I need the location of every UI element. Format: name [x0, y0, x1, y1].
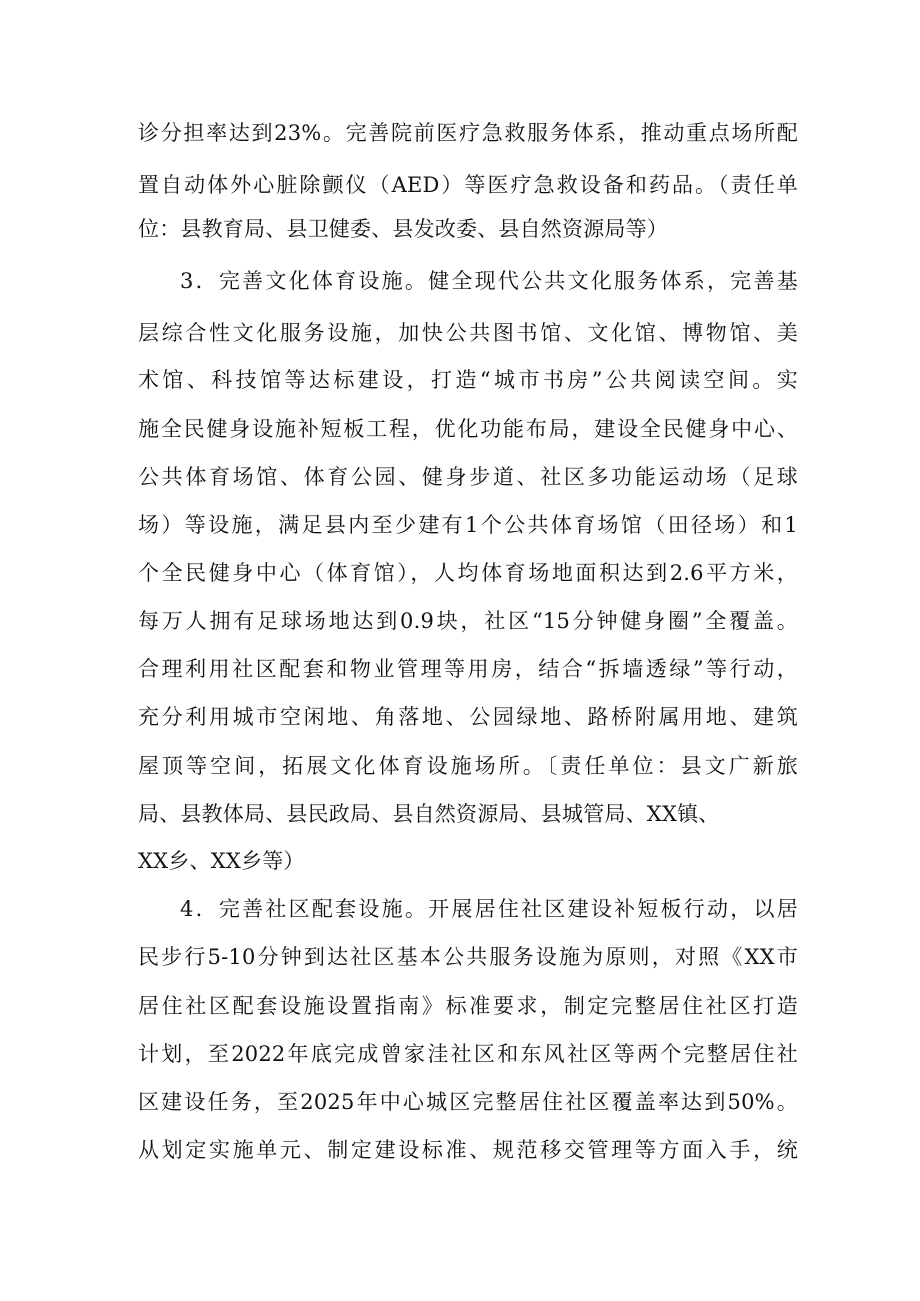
text-line: 术馆、科技馆等达标建设，打造“城市书房”公共阅读空间。实	[138, 368, 798, 392]
text-line: 施全民健身设施补短板工程，优化功能布局，建设全民健身中心、	[138, 417, 798, 441]
text-line: 合理利用社区配套和物业管理等用房，结合“拆墙透绿”等行动，	[138, 657, 798, 681]
text-line: 居住社区配套设施设置指南》标准要求，制定完整居住社区打造	[138, 994, 798, 1018]
text-line: 置自动体外心脏除颤仪（AED）等医疗急救设备和药品。（责任单	[138, 173, 798, 197]
text-line: 民步行5-10分钟到达社区基本公共服务设施为原则，对照《XX市	[138, 945, 798, 969]
text-line: 局、县教体局、县民政局、县自然资源局、县城管局、XX镇、	[138, 802, 720, 826]
text-line: 充分利用城市空闲地、角落地、公园绿地、路桥附属用地、建筑	[138, 705, 798, 729]
text-line: 位：县教育局、县卫健委、县发改委、县自然资源局等）	[138, 217, 668, 241]
text-line: 诊分担率达到23%。完善院前医疗急救服务体系，推动重点场所配	[138, 121, 798, 145]
text-line: 区建设任务，至2025年中心城区完整居住社区覆盖率达到50%。	[138, 1090, 798, 1114]
text-line: 每万人拥有足球场地达到0.9块，社区“15分钟健身圈”全覆盖。	[138, 609, 798, 633]
text-line: XX乡、XX乡等）	[138, 849, 305, 873]
text-line: 计划，至2022年底完成曾家洼社区和东风社区等两个完整居住社	[138, 1042, 798, 1066]
text-line: 公共体育场馆、体育公园、健身步道、社区多功能运动场（足球	[138, 465, 798, 489]
section-heading-line: 4．完善社区配套设施。开展居住社区建设补短板行动，以居	[180, 897, 798, 921]
section-heading-line: 3．完善文化体育设施。健全现代公共文化服务体系，完善基	[180, 269, 798, 293]
text-line: 层综合性文化服务设施，加快公共图书馆、文化馆、博物馆、美	[138, 321, 798, 345]
text-line: 场）等设施，满足县内至少建有1个公共体育场馆（田径场）和1	[138, 513, 798, 537]
text-line: 屋顶等空间，拓展文化体育设施场所。〔责任单位：县文广新旅	[138, 754, 798, 778]
text-line: 个全民健身中心（体育馆），人均体育场地面积达到2.6平方米，	[138, 561, 798, 585]
text-line: 从划定实施单元、制定建设标准、规范移交管理等方面入手，统	[138, 1138, 798, 1162]
